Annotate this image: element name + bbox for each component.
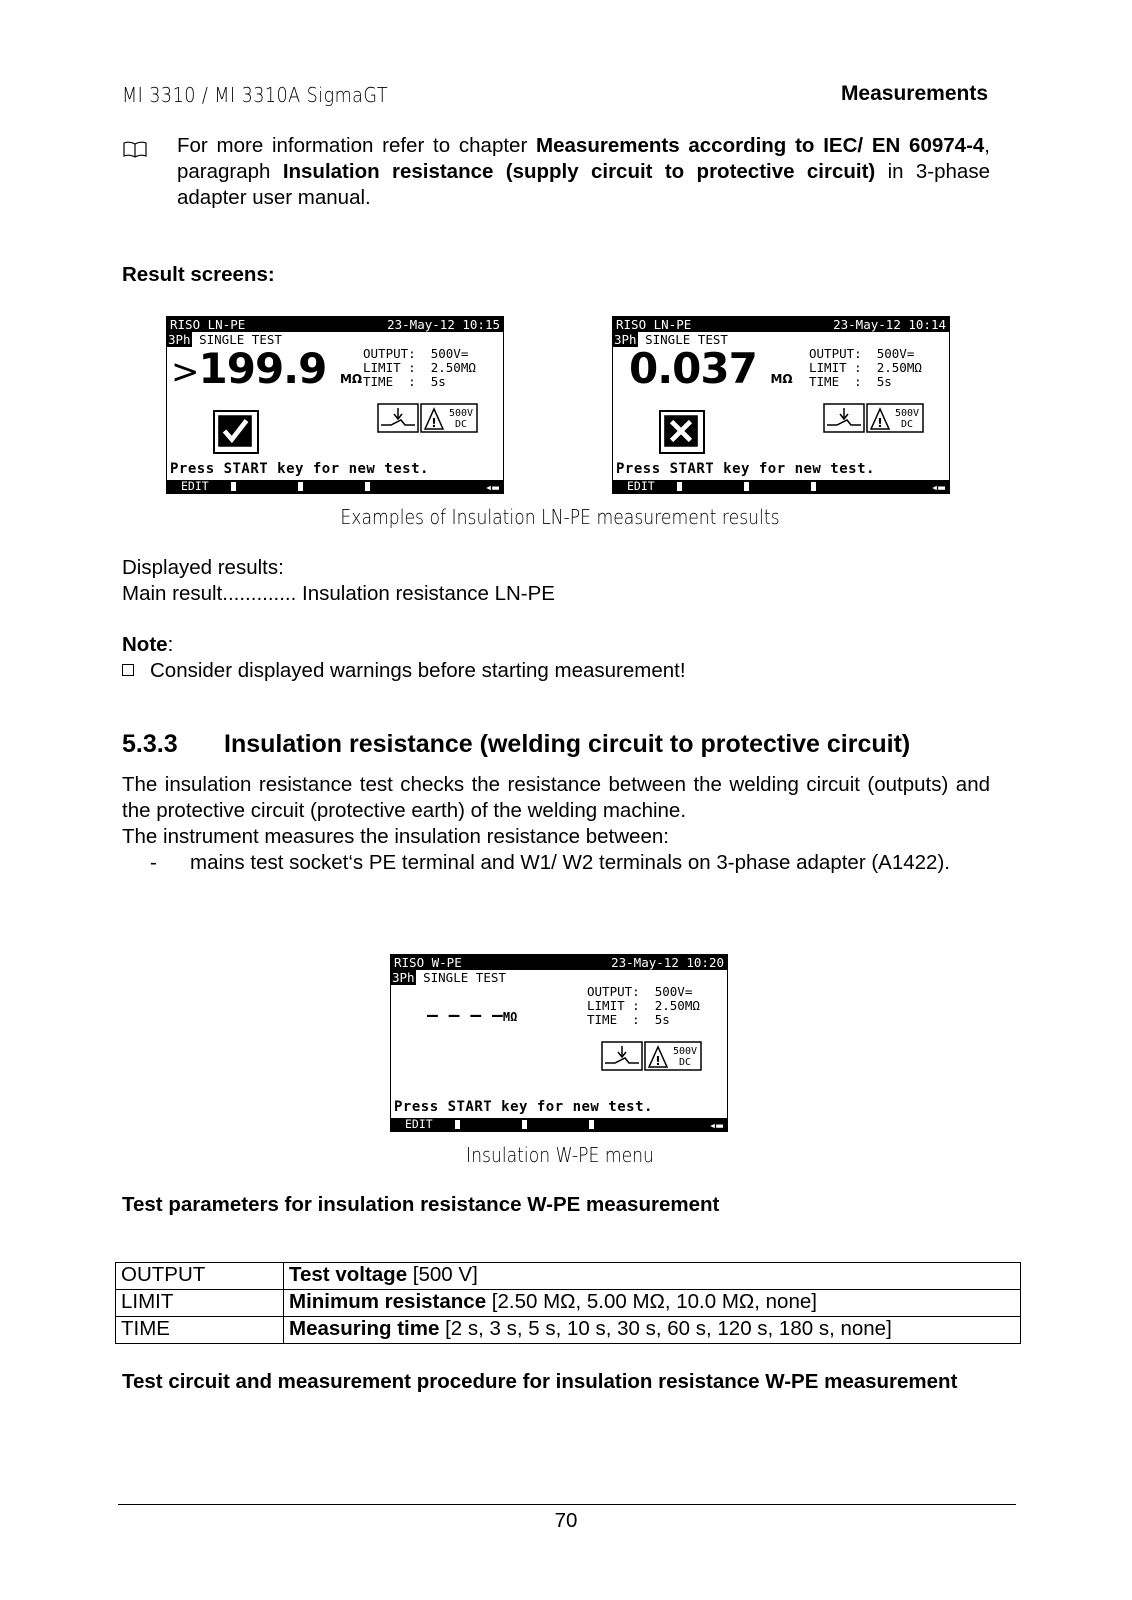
lcd-screen-fail: RISO LN-PE 23-May-12 10:14 3Ph SINGLE TEST 0.037 MΩ OUTPUT: 500V= LIMIT : 2.50MΩ TIME : 5s ! 500V DC Press START key for new test. EDIT ◂▬ [612,316,950,494]
info-note-text: For more information refer to chapter Measurements according to IEC/ EN 60974-4, paragraph Insulation resistance (supply circuit to protective circuit) in 3-phase adapter user manual. [177,134,990,209]
svg-text:500V: 500V [894,408,920,419]
section-heading: 5.3.3 Insulation resistance (welding circuit to protective circuit) [122,730,911,758]
list-item-1: mains test socket‘s PE terminal and W1/ W2 terminals on 3-phase adapter (A1422). [190,851,950,874]
procedure-heading: Test circuit and measurement procedure for insulation resistance W-PE measurement [122,1370,958,1393]
lcd-screen-w-pe-menu: RISO W-PE 23-May-12 10:20 3Ph SINGLE TEST — — — —MΩ OUTPUT: 500V= LIMIT : 2.50MΩ TIME : 5s ! 500V DC Press START key for new test. EDIT ◂▬ [390,954,728,1132]
test-params-readout: OUTPUT: 500V= LIMIT : 2.50MΩ TIME : 5s [809,346,922,389]
terminal-and-voltage-icon [601,1041,703,1071]
section-paragraph-2: The instrument measures the insulation resistance between: [122,825,669,848]
svg-text:500V: 500V [672,1046,698,1057]
note-bullet: Consider displayed warnings before starting measurement! [122,658,686,684]
test-params-readout: OUTPUT: 500V= LIMIT : 2.50MΩ TIME : 5s [363,346,476,389]
svg-text:DC: DC [454,419,468,430]
lcd-screen-pass [166,316,504,494]
note-heading: Note: [122,633,174,656]
figure-caption-ln-pe: Examples of Insulation LN-PE measurement results [340,505,780,529]
section-paragraph-1: The insulation resistance test checks the resistance between the welding circuit (outputs) and the protective circuit (protective earth) of the welding machine. [122,773,990,822]
plug-battery-icon: ◂▬ [485,480,499,494]
fail-cross-icon [659,410,705,454]
svg-text:!: ! [655,1054,661,1068]
main-result-value: >199.9 MΩ [171,344,363,393]
voltage-badge: 500V [448,408,474,419]
page-number: 70 [554,1509,578,1532]
screen-datetime: 23-May-12 10:15 [387,317,500,332]
book-icon [123,140,147,158]
empty-result-value: — — — —MΩ [427,1005,518,1026]
displayed-results-label: Displayed results: [122,556,284,579]
table-row: LIMIT Minimum resistance [2.50 MΩ, 5.00 MΩ, 10.0 MΩ, none] [116,1290,1021,1317]
screen-title: RISO LN-PE [170,317,246,332]
table-row: TIME Measuring time [2 s, 3 s, 5 s, 10 s, 30 s, 60 s, 120 s, 180 s, none] [116,1317,1021,1344]
running-header-section: Measurements [840,82,988,105]
main-result-line: Main result............. Insulation resistance LN-PE [122,582,555,605]
pass-check-icon [213,410,259,454]
footer-rule [118,1504,1016,1505]
start-prompt: Press START key for new test. [170,461,429,477]
phase-tag: 3Ph [168,332,191,347]
svg-text:!: ! [877,416,883,430]
mode-label: SINGLE TEST [199,332,282,347]
start-prompt: Press START key for new test. [394,1099,653,1115]
edit-softkey: EDIT [181,479,209,493]
figure-caption-w-pe: Insulation W-PE menu [466,1143,654,1167]
svg-text:DC: DC [678,1057,692,1068]
params-heading: Test parameters for insulation resistance W-PE measurement [122,1193,720,1216]
test-params-readout: OUTPUT: 500V= LIMIT : 2.50MΩ TIME : 5s [587,984,700,1027]
svg-text:!: ! [431,416,437,430]
result-screens-heading: Result screens: [122,263,275,286]
start-prompt: Press START key for new test. [616,461,875,477]
main-result-value: 0.037 MΩ [629,344,793,393]
test-parameters-table [115,1262,1021,1344]
list-dash: - [150,851,157,874]
terminal-and-voltage-icon [377,403,479,433]
table-row: OUTPUT Test voltage [500 V] [116,1263,1021,1290]
svg-text:DC: DC [900,419,914,430]
terminal-and-voltage-icon [823,403,925,433]
square-bullet-icon [122,664,134,676]
running-header-product: MI 3310 / MI 3310A SigmaGT [122,83,389,107]
